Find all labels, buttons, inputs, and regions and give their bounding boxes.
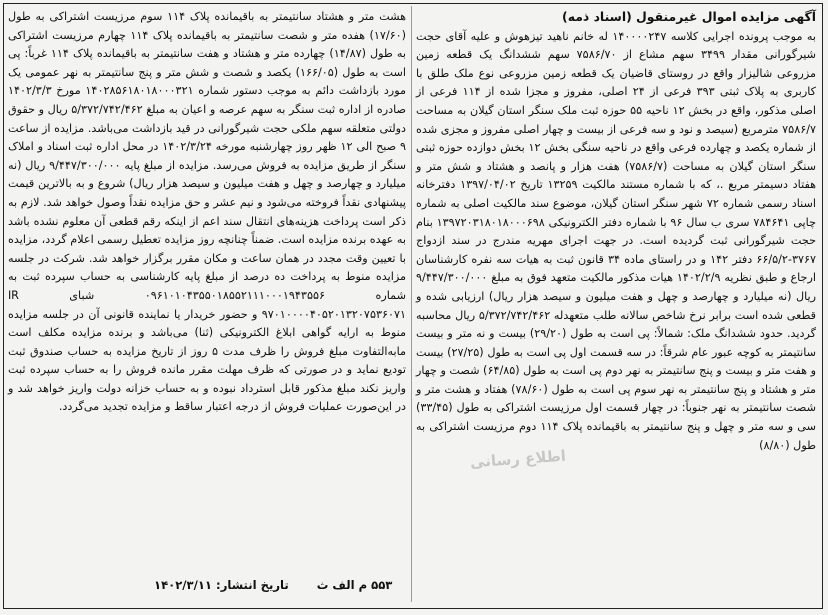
footer-publish-date: تاریخ انتشار: ۱۴۰۲/۳/۱۱ [154,578,289,592]
left-column [8,8,406,417]
right-column [416,8,816,455]
right-column-text: به موجب پرونده اجرایی کلاسه ۱۴۰۰۰۰۲۴۷ له خانم ناهید تیزهوش و علیه آقای حجت شیرگورانی مقدار ۳۴۹۹ سهم مشاع از ۷۵۸۶/۷۰ سهم ششدانگ یک قطعه زمین مزروعی شالیزار واقع در روستای قاضیان یک قطعه زمین مزروعی نوع ملک طلق با کاربری به پلاک ثبتی ۳۹۳ فرعی از ۲۴ اصلی، مفروز و مجزا شده از ۱۱۴ فرعی از اصلی مذکور، واقع در بخش ۱۲ ناحیه ۵۵ حوزه ثبت ملک سنگر استان گیلان به مساحت ۷۵۸۶/۷ مترمربع (سیصد و نود و سه فرعی از بیست و چهار اصلی مفروز و مجزی شده از شماره یکصد و چهارده فرعی واقع در ناحیه سنگی بخش ۱۲ بخش دوازده حوزه ثبتی سنگر استان گیلان به مساحت (۷۵۸۶/۷) هفت هزار و پانصد و هشتاد و شش متر و هفتاد دسیمتر مربع .، که با شماره مستند مالکیت ۱۳۲۵۹ تاریخ ۱۳۹۷/۰۴/۰۲ دفترخانه اسناد رسمی شماره ۷۲ شهر سنگر استان گیلان، موضوع سند مالکیت اصلی به شماره چاپی ۷۸۴۶۴۱ سری ب سال ۹۶ با شماره دفتر الکترونیکی ۱۳۹۷۲۰۳۱۸۰۱۸۰۰۰۶۹۸ بنام حجت شیرگورانی ثبت گردیده است. در جهت اجرای مهریه مندرج در سند ازدواج ۳۷۶۷-۶۶/۵/۲ دفتر ۱۴۲ و در راستای ماده ۳۴ قانون ثبت به هیات سه نفره کارشناسان ارجاع و طبق نظریه ۱۴۰۲/۲/۹ هیات مذکور مالکیت متعهد فوق به مبلغ ۹/۴۴۷/۳۰۰/۰۰۰ ریال (نه میلیارد و چهارصد و چهل و هفت میلیون و سیصد هزار ریال) ارزیابی شده و قطعی شده است برابر نرخ شاخص سالانه طلب متعهدله ۵/۳۷۲/۷۴۲/۴۶۲ ریال محاسبه گردید. حدود ششدانگ ملک: شمالاً: پی است به طول (۲۹/۲۰) بیست و نه متر و بیست سانتیمتر به کوچه عبور عام شرقاً: در سه قسمت اول پی است به طول (۲۷/۲۵) بیست و هفت متر و بیست و پنج سانتیمتر به نهر دوم پی است به طول (۶۴/۸۵) شصت و چهار متر و هشتاد و پنج سانتیمتر به نهر سوم پی است به طول (۷۸/۶۰) هفتاد و هشت متر و شصت سانتیمتر به نهر جنوباً: در چهار قسمت اول مرزیست اشتراکی به طول (۳۳/۴۵) سی و سه متر و چهل و پنج سانتیمتر به باقیمانده پلاک ۱۱۴ دوم مرزیست اشتراکی به طول (۸/۸۰) [416,29,816,452]
footer-code: ۵۵۳ م الف ث [316,578,393,592]
left-column-text: هشت متر و هشتاد سانتیمتر به باقیمانده پلاک ۱۱۴ سوم مرزیست اشتراکی به طول (۱۷/۶۰) هفده متر و شصت سانتیمتر به باقیمانده پلاک ۱۱۴ چهارم مرزیست اشتراکی به طول (۱۴/۸۷) چهارده متر و هشتاد و هفت سانتیمتر به باقیمانده پلاک ۱۱۴ غرباً: پی است به طول (۱۶۶/۰۵) یکصد و شصت و شش متر و پنج سانتیمتر به نهر عمومی یک مورد بازداشت دائم به موجب دستور شماره ۱۴۰۲۸۵۶۱۸۰۱۸۰۰۰۳۲۱ مورخ ۱۴۰۲/۳/۳ صادره از اداره ثبت سنگر به سهم عرصه و اعیان به مبلغ ۵/۳۷۲/۷۴۲/۴۶۲ ریال و حقوق دولتی متعلقه سهم ملکی حجت شیرگورانی در قید بازداشت می‌باشد. مزایده از ساعت ۹ صبح الی ۱۲ ظهر روز چهارشنبه مورخه ۱۴۰۲/۳/۲۴ در محل اداره ثبت اسناد و املاک سنگر از طریق مزایده به فروش می‌رسد. مزایده از مبلغ پایه ۹/۴۴۷/۳۰۰/۰۰۰ ریال (نه میلیارد و چهارصد و چهل و هفت میلیون و سیصد هزار ریال) شروع و به بالاترین قیمت پیشنهادی نقداً فروخته می‌شود و نیم عشر و حق مزایده نقداً وصول خواهد شد. لازم به ذکر است پرداخت هزینه‌های انتقال سند اعم از اینکه رقم قطعی آن معلوم نشده باشد به عهده برنده مزایده است. ضمناً چنانچه روز مزایده تعطیل رسمی اعلام گردد، مزایده با تعیین وقت مجدد در همان ساعت و مکان مقرر برگزار خواهد شد. شرکت در جلسه مزایده منوط به پرداخت ده درصد از مبلغ پایه کارشناسی به حساب سپرده ثبت به شماره ۰۹۶۱۰۱۰۴۳۵۵۰۱۸۵۵۲۱۱۱۰۰۰۱۹۴۳۵۵۶ شبای IR ۹۷۰۱۰۰۰۰۴۰۵۲۰۱۳۲۰۷۵۳۶۰۷۱ و حضور خریدار یا نماینده قانونی آن در جلسه مزایده منوط به ارایه گواهی ابلاغ الکترونیکی (ثنا) می‌باشد و برنده مزایده مکلف است مابه‌التفاوت مبلغ فروش را ظرف مدت ۵ روز از تاریخ مزایده به حساب صندوق ثبت تودیع نماید و در صورتی که ظرف مهلت مقرر مانده فروش را به حساب سپرده ثبت واریز نکند مبلغ مذکور قابل استرداد نبوده و به حساب خزانه دولت واریز خواهد شد و در این‌صورت عملیات فروش از درجه اعتبار ساقط و مزایده تجدید می‌گردد. [8,10,407,414]
watermark-text: اطلاع رسانی [469,446,567,472]
footer [130,578,392,592]
notice-title: آگهی مزایده اموال غیرمنقول (اسناد ذمه) [562,9,816,24]
column-divider [411,6,412,602]
